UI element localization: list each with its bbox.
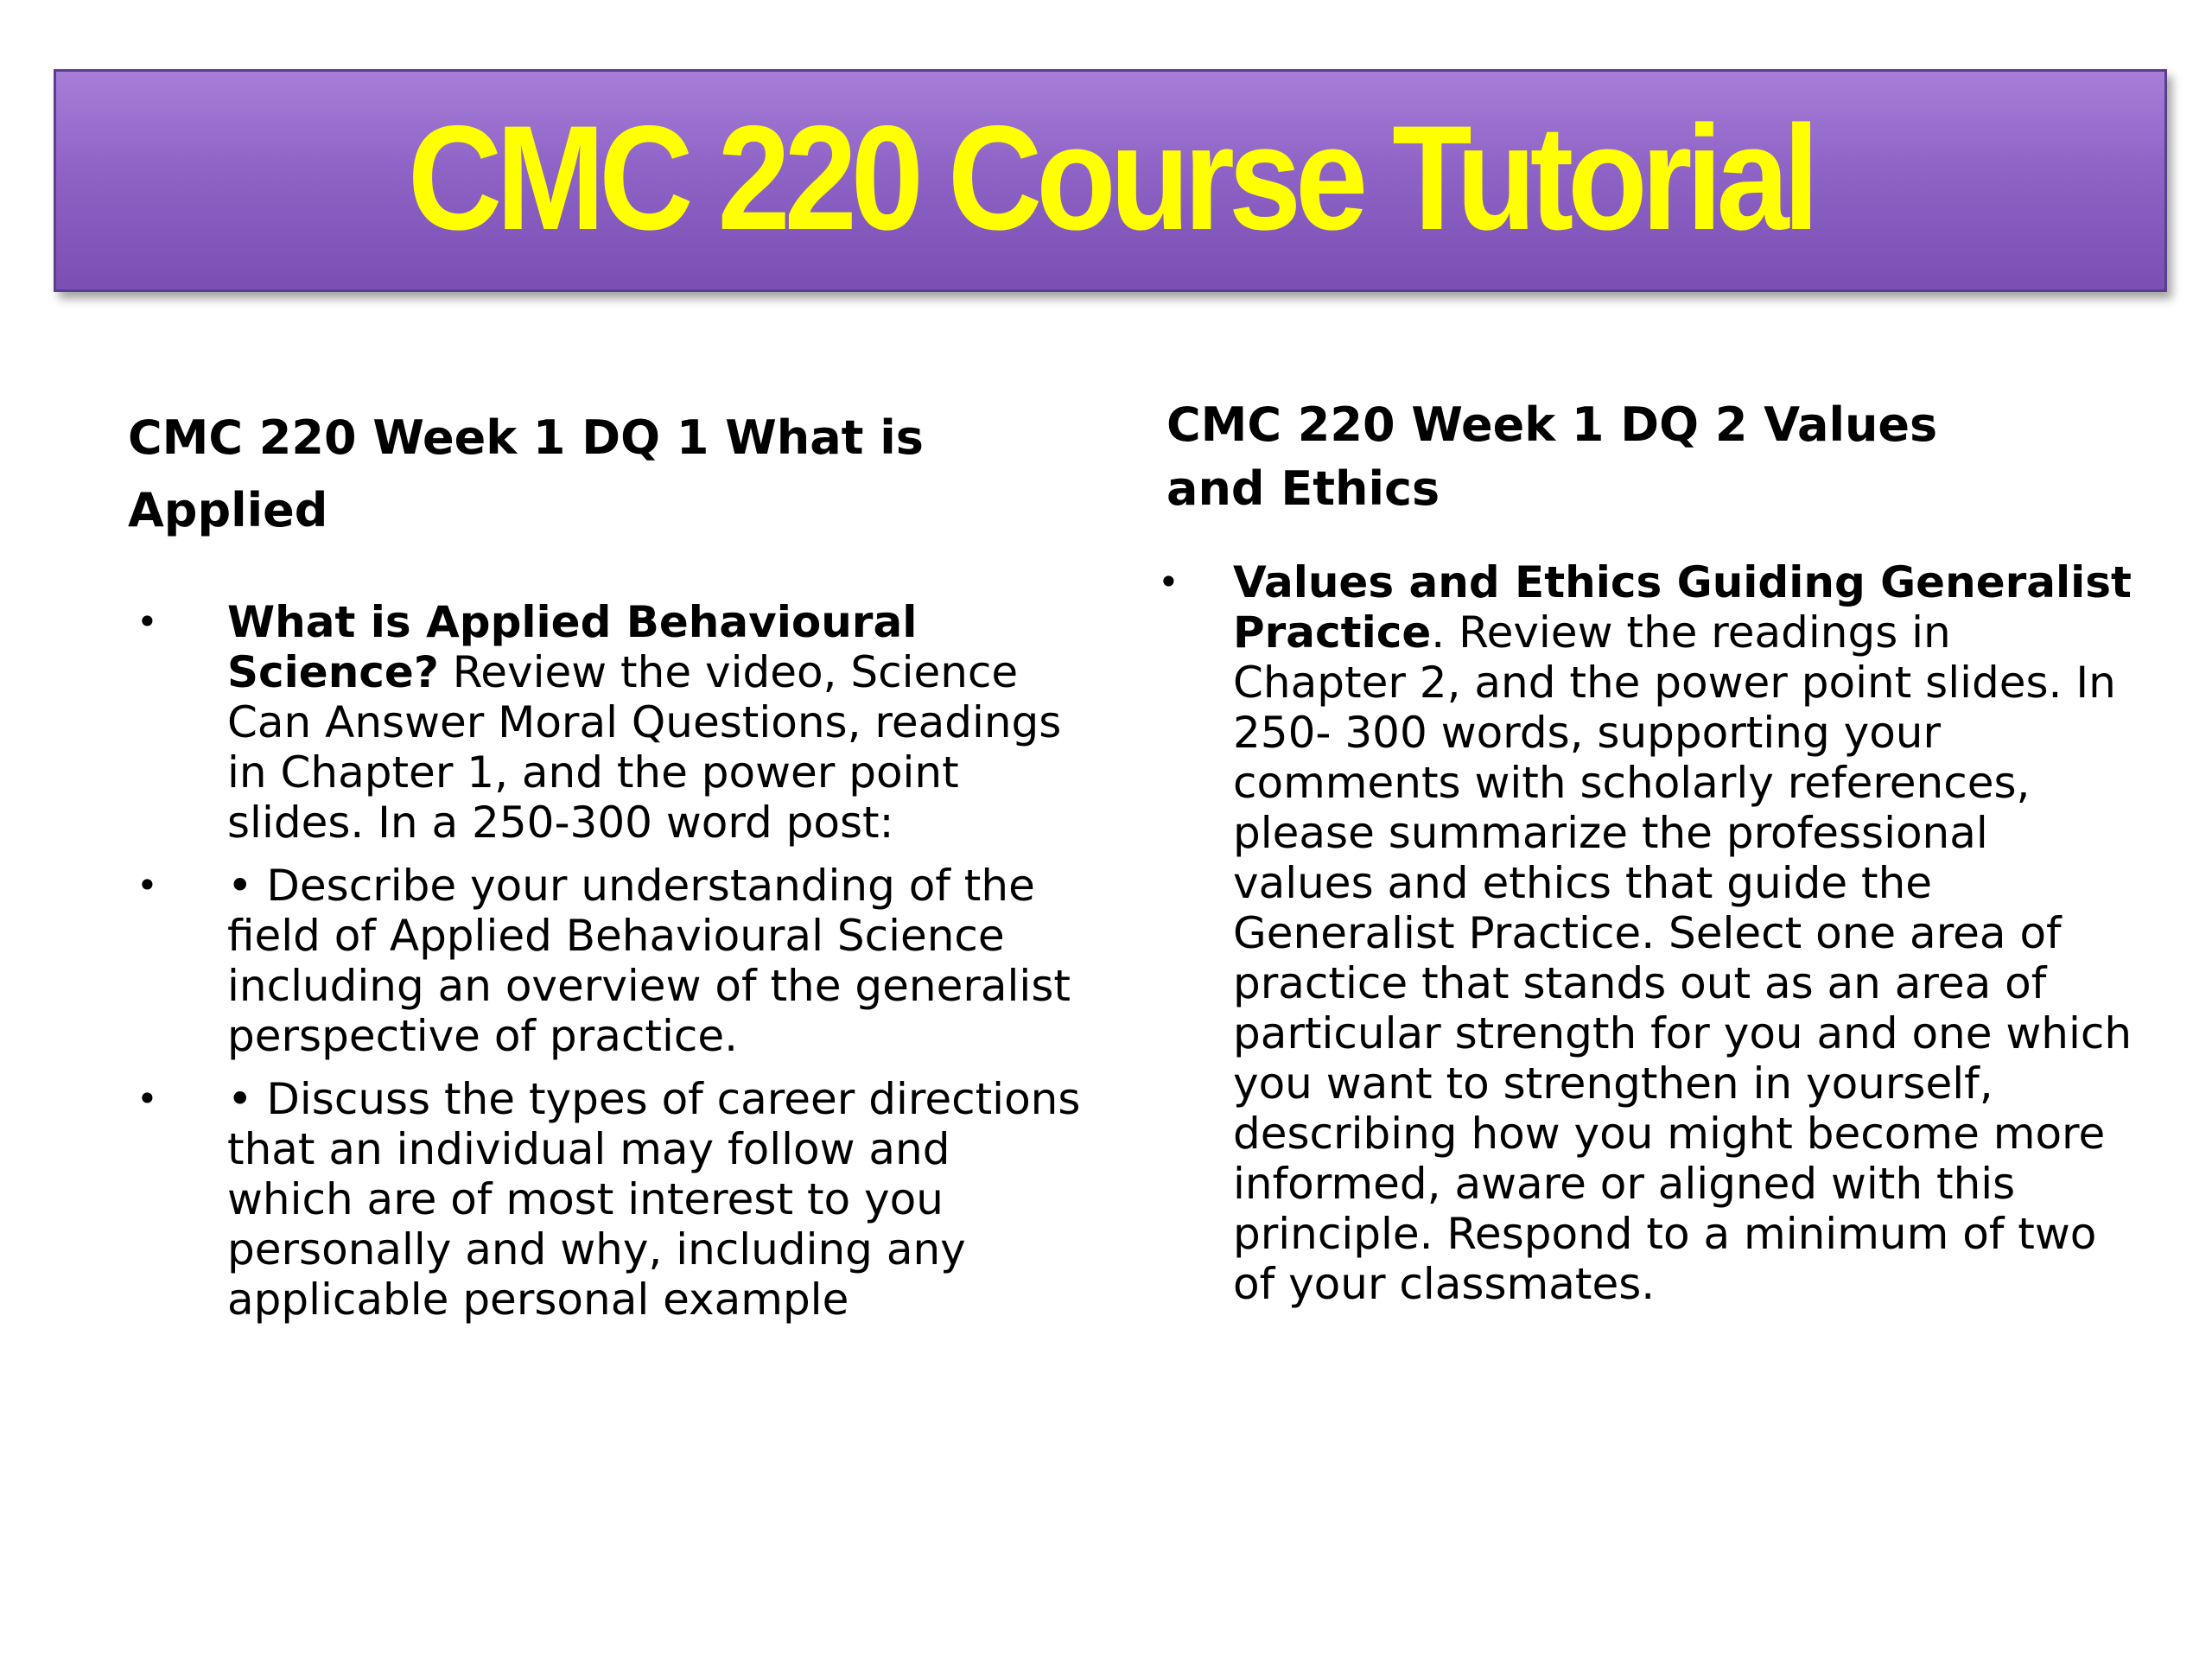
item-text: Review the video, Science Can Answer Moral Questions, readings in Chapter 1, and the power point slides. In a 250-300 word post: bbox=[227, 647, 1062, 848]
bullet-icon: • bbox=[137, 1077, 158, 1120]
bullet-icon: • bbox=[137, 601, 158, 643]
right-bullet-list bbox=[1158, 557, 2134, 1309]
list-item bbox=[128, 597, 1087, 848]
list-item bbox=[128, 1074, 1087, 1325]
left-column bbox=[128, 402, 1087, 1338]
bullet-icon: • bbox=[1158, 561, 1179, 603]
bullet-icon: • bbox=[137, 864, 158, 906]
list-item bbox=[128, 861, 1087, 1061]
right-column-heading: CMC 220 Week 1 DQ 2 Values and Ethics bbox=[1166, 397, 1938, 516]
slide-title: CMC 220 Course Tutorial bbox=[407, 95, 1814, 261]
item-bold-text: Values and Ethics Guiding Generalist Practice bbox=[1233, 557, 2132, 658]
left-column-heading: CMC 220 Week 1 DQ 1 What is Applied bbox=[128, 410, 924, 537]
left-bullet-list bbox=[128, 597, 1087, 1325]
item-text: • Describe your understanding of the field of Applied Behavioural Science including an overview of the generalist perspective of practice. bbox=[227, 861, 1071, 1061]
title-banner bbox=[54, 69, 2167, 292]
item-text: . Review the readings in Chapter 2, and the power point slides. In 250- 300 words, supporting your comments with scholarly references, please summarize the professional values and ethics that guide the Generalist Practice. Select one area of practice that stands out as an area of particular strength for you and one which you want to strengthen in yourself, describing how you might become more informed, aware or aligned with this principle. Respond to a minimum of two of your classmates. bbox=[1233, 607, 2133, 1309]
item-text: • Discuss the types of career directions that an individual may follow and which are of most interest to you personally and why, including any applicable personal example bbox=[227, 1074, 1081, 1325]
list-item bbox=[1158, 557, 2134, 1309]
right-column bbox=[1158, 393, 2134, 1322]
item-bold-text: What is Applied Behavioural Science? bbox=[227, 597, 918, 697]
